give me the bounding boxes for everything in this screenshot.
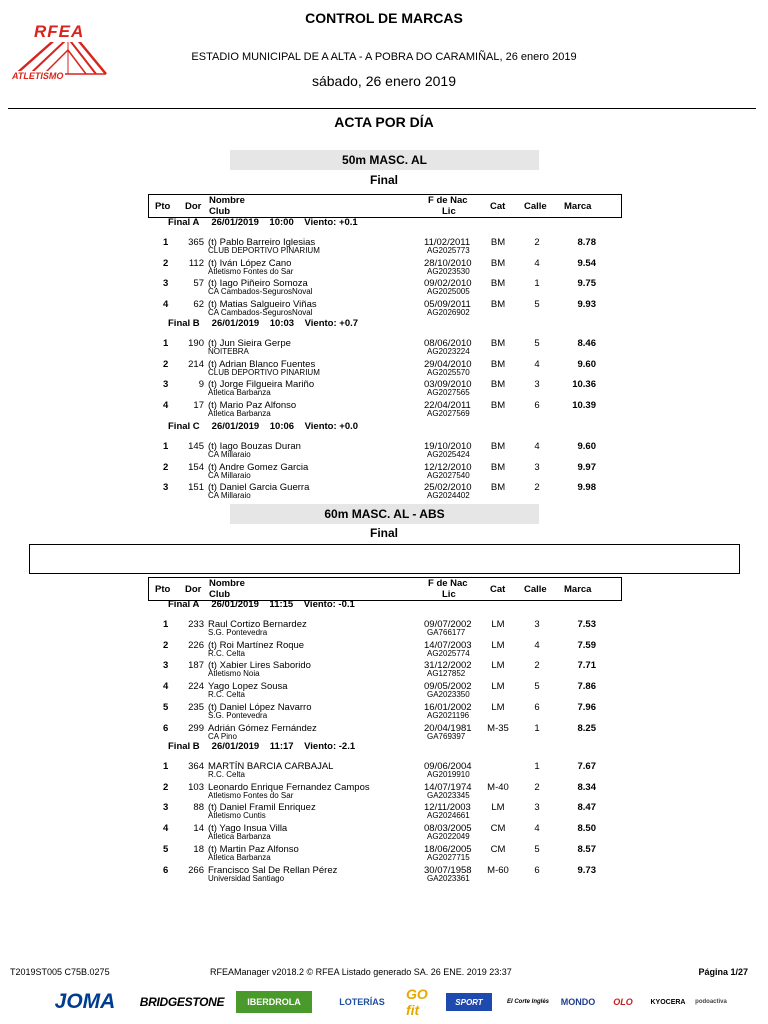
result-fnac: 08/06/2010 xyxy=(424,338,472,349)
result-lic: GA2023361 xyxy=(427,873,470,883)
heat-label: Final A xyxy=(168,217,200,228)
empty-box xyxy=(29,544,740,574)
footer-page: Página 1/27 xyxy=(698,967,748,977)
heat-header xyxy=(168,421,358,432)
result-club: Atletica Barbanza xyxy=(208,408,271,418)
result-lic: GA766177 xyxy=(427,628,466,637)
result-fnac: 31/12/2002 xyxy=(424,660,472,672)
result-lic: AG2025773 xyxy=(427,246,470,255)
result-name: (t) Martin Paz Alfonso xyxy=(208,843,299,855)
result-cat: BM xyxy=(490,298,506,310)
result-marca: 8.25 xyxy=(577,722,596,734)
result-pto: 1 xyxy=(163,441,169,452)
table-row xyxy=(0,761,768,781)
result-marca: 8.50 xyxy=(577,823,596,835)
table-row xyxy=(0,660,768,680)
rfea-logo-text: RFEA xyxy=(34,22,85,41)
result-pto: 2 xyxy=(163,781,169,793)
result-pto: 5 xyxy=(163,701,169,713)
result-dor: 112 xyxy=(188,257,204,269)
result-dor: 235 xyxy=(188,701,204,713)
result-calle: 2 xyxy=(534,660,540,672)
result-pto: 3 xyxy=(163,660,169,672)
result-pto: 1 xyxy=(163,761,169,772)
result-name: Raul Cortizo Bernardez xyxy=(208,619,307,630)
result-cat: LM xyxy=(491,701,505,713)
result-marca: 9.98 xyxy=(577,482,596,493)
heat-label: Final B xyxy=(168,741,200,752)
result-calle: 1 xyxy=(534,761,540,772)
sponsor-joma: JOMA xyxy=(54,990,116,1013)
table-row xyxy=(0,338,768,358)
result-dor: 365 xyxy=(188,237,204,248)
result-cat: BM xyxy=(490,399,506,411)
result-lic: GA2023345 xyxy=(427,790,470,800)
heat-header xyxy=(168,741,355,752)
result-club: R.C. Celta xyxy=(208,648,245,658)
result-calle: 2 xyxy=(534,482,540,493)
result-fnac: 09/07/2002 xyxy=(424,619,472,630)
result-calle: 4 xyxy=(534,639,540,651)
result-club: Universidad Santiago xyxy=(208,873,285,883)
table-row xyxy=(0,400,768,420)
heat-info: 26/01/2019 11:15 Viento: -0.1 xyxy=(211,599,355,610)
result-dor: 145 xyxy=(188,441,204,452)
sponsor-olo: OLO xyxy=(613,997,633,1007)
result-lic: AG2027715 xyxy=(427,852,470,862)
event-title: 60m MASC. AL - ABS xyxy=(230,504,539,524)
result-name: (t) Adrian Blanco Fuentes xyxy=(208,358,316,370)
table-row xyxy=(0,640,768,660)
sponsor-podoactiva: podoactiva xyxy=(695,999,727,1005)
sponsor-strip xyxy=(0,988,768,1016)
result-lic: AG2023530 xyxy=(427,266,470,276)
result-dor: 233 xyxy=(188,619,204,630)
result-dor: 214 xyxy=(188,358,204,370)
result-pto: 2 xyxy=(163,257,169,269)
sponsor-mondo: MONDO xyxy=(560,997,596,1007)
result-calle: 3 xyxy=(534,379,540,390)
result-fnac: 14/07/1974 xyxy=(424,781,472,793)
heat-header xyxy=(168,217,358,228)
result-fnac: 12/12/2010 xyxy=(424,461,472,473)
result-club: CA Millaraio xyxy=(208,470,251,480)
result-dor: 190 xyxy=(188,338,204,349)
col-nombre: Nombre xyxy=(209,578,245,589)
result-calle: 5 xyxy=(534,338,540,349)
result-pto: 1 xyxy=(163,338,169,349)
result-calle: 3 xyxy=(534,802,540,814)
result-cat: LM xyxy=(491,619,505,630)
result-fnac: 09/02/2010 xyxy=(424,278,472,289)
result-pto: 4 xyxy=(163,823,169,835)
result-marca: 7.86 xyxy=(577,681,596,693)
result-marca: 9.97 xyxy=(577,461,596,473)
result-lic: AG2025424 xyxy=(427,450,470,459)
result-dor: 266 xyxy=(188,864,204,876)
result-cat: BM xyxy=(490,461,506,473)
date-line: sábado, 26 enero 2019 xyxy=(311,73,456,89)
result-club: Atletismo Noia xyxy=(208,669,260,679)
result-fnac: 20/04/1981 xyxy=(424,722,472,734)
result-pto: 4 xyxy=(163,681,169,693)
result-fnac: 11/02/2011 xyxy=(424,237,471,248)
result-name: Yago Lopez Sousa xyxy=(208,681,288,693)
result-fnac: 29/04/2010 xyxy=(424,358,472,370)
col-calle: Calle xyxy=(524,584,547,595)
result-marca: 7.67 xyxy=(577,761,596,772)
result-marca: 8.34 xyxy=(577,781,596,793)
result-fnac: 05/09/2011 xyxy=(424,298,471,310)
result-marca: 7.71 xyxy=(577,660,596,672)
result-dor: 224 xyxy=(188,681,204,693)
result-fnac: 09/05/2002 xyxy=(424,681,472,693)
result-cat: BM xyxy=(490,358,506,370)
result-marca: 9.73 xyxy=(577,864,596,876)
footer-generated: RFEAManager v2018.2 © RFEA Listado generado SA. 26 ENE. 2019 23:37 xyxy=(210,967,512,977)
heat-label: Final B xyxy=(168,318,200,329)
result-dor: 62 xyxy=(193,298,204,310)
table-row xyxy=(0,278,768,298)
result-calle: 2 xyxy=(534,781,540,793)
result-marca: 7.96 xyxy=(577,701,596,713)
result-marca: 7.53 xyxy=(577,619,596,630)
table-row xyxy=(0,681,768,701)
col-fnac: F de Nac xyxy=(428,195,468,206)
result-marca: 8.46 xyxy=(577,338,596,349)
result-fnac: 19/10/2010 xyxy=(424,441,472,452)
result-name: (t) Matias Salgueiro Viñas xyxy=(208,298,317,310)
result-calle: 2 xyxy=(534,237,540,248)
result-marca: 10.36 xyxy=(572,379,596,390)
col-nombre: Nombre xyxy=(209,195,245,206)
col-marca: Marca xyxy=(564,201,592,212)
result-cat: M-40 xyxy=(487,781,509,793)
result-pto: 6 xyxy=(163,722,169,734)
table-row xyxy=(0,237,768,257)
result-cat: LM xyxy=(491,681,505,693)
col-marca: Marca xyxy=(564,584,592,595)
result-pto: 3 xyxy=(163,278,169,289)
result-name: (t) Iván López Cano xyxy=(208,257,292,269)
heat-info: 26/01/2019 10:00 Viento: +0.1 xyxy=(211,217,358,228)
result-dor: 88 xyxy=(193,802,204,814)
result-pto: 2 xyxy=(163,461,169,473)
sponsor-corte-ingles: El Corte Inglés xyxy=(506,999,549,1005)
result-club: CA Millaraio xyxy=(208,491,251,500)
result-pto: 3 xyxy=(163,482,169,493)
col-cat: Cat xyxy=(490,201,506,212)
sponsor-kyocera: KYOCERA xyxy=(650,998,686,1006)
result-calle: 5 xyxy=(534,843,540,855)
result-marca: 9.60 xyxy=(577,441,596,452)
result-lic: AG2025774 xyxy=(427,648,470,658)
result-calle: 4 xyxy=(534,823,540,835)
result-dor: 18 xyxy=(193,843,204,855)
result-cat: CM xyxy=(490,823,506,835)
col-pto: Pto xyxy=(155,201,171,212)
result-calle: 1 xyxy=(534,722,540,734)
table-row xyxy=(0,258,768,278)
sponsor-loterias: LOTERÍAS xyxy=(339,997,385,1007)
result-cat: CM xyxy=(490,843,506,855)
result-lic: AG2026902 xyxy=(427,307,470,317)
result-club: NOITEBRA xyxy=(208,347,249,356)
table-row xyxy=(0,823,768,843)
result-calle: 6 xyxy=(534,701,540,713)
result-dor: 103 xyxy=(188,781,204,793)
result-cat: BM xyxy=(490,257,506,269)
result-lic: GA769397 xyxy=(427,731,466,741)
result-calle: 3 xyxy=(534,461,540,473)
table-row xyxy=(0,379,768,399)
result-club: R.C. Celta xyxy=(208,690,245,700)
table-row xyxy=(0,802,768,822)
heat-header xyxy=(168,318,358,329)
result-marca: 7.59 xyxy=(577,639,596,651)
result-cat: M-35 xyxy=(487,722,509,734)
page-title: CONTROL DE MARCAS xyxy=(305,10,463,26)
result-pto: 4 xyxy=(163,298,169,310)
result-marca: 10.39 xyxy=(572,399,596,411)
result-calle: 6 xyxy=(534,399,540,411)
result-calle: 1 xyxy=(534,278,540,289)
rfea-logo-sub: ATLETISMO xyxy=(12,71,64,81)
result-pto: 3 xyxy=(163,379,169,390)
heat-label: Final C xyxy=(168,421,200,432)
result-club: Atletica Barbanza xyxy=(208,852,271,862)
table-row xyxy=(0,865,768,885)
sponsor-gofit: GO fit xyxy=(406,986,428,1018)
result-lic: AG2027540 xyxy=(427,470,470,480)
table-row xyxy=(0,844,768,864)
result-club: Atletismo Cuntis xyxy=(208,811,266,821)
result-marca: 9.60 xyxy=(577,358,596,370)
result-fnac: 08/03/2005 xyxy=(424,823,472,835)
col-lic: Lic xyxy=(442,206,456,217)
sponsor-iberdrola: IBERDROLA xyxy=(236,991,312,1013)
result-name: Adrián Gómez Fernández xyxy=(208,722,317,734)
table-row xyxy=(0,299,768,319)
result-name: (t) Mario Paz Alfonso xyxy=(208,399,297,411)
result-fnac: 09/06/2004 xyxy=(424,761,472,772)
result-fnac: 30/07/1958 xyxy=(424,864,472,876)
table-row xyxy=(0,441,768,461)
footer-code: T2019ST005 C75B.0275 xyxy=(10,967,110,977)
column-header xyxy=(148,577,622,601)
result-fnac: 03/09/2010 xyxy=(424,379,472,390)
result-calle: 5 xyxy=(534,298,540,310)
result-club: CA Cambados-SegurosNoval xyxy=(208,287,313,296)
result-calle: 4 xyxy=(534,358,540,370)
result-marca: 8.47 xyxy=(577,802,596,814)
result-pto: 2 xyxy=(163,639,169,651)
col-club: Club xyxy=(209,589,231,600)
column-header xyxy=(148,194,622,218)
col-fnac: F de Nac xyxy=(428,578,468,589)
result-fnac: 16/01/2002 xyxy=(424,701,472,713)
result-club: CLUB DEPORTIVO PINARIUM xyxy=(208,367,320,377)
result-pto: 1 xyxy=(163,619,169,630)
col-lic: Lic xyxy=(442,589,456,600)
result-club: Atletica Barbanza xyxy=(208,388,271,397)
result-club: R.C. Celta xyxy=(208,770,245,779)
result-cat: BM xyxy=(490,482,506,493)
result-lic: AG2025005 xyxy=(427,287,470,296)
heat-info: 26/01/2019 10:03 Viento: +0.7 xyxy=(211,318,359,329)
sponsor-sport: SPORT xyxy=(446,993,492,1011)
result-dor: 364 xyxy=(188,761,204,772)
result-calle: 5 xyxy=(534,681,540,693)
result-cat: BM xyxy=(490,278,506,289)
result-fnac: 28/10/2010 xyxy=(424,257,472,269)
result-marca: 9.75 xyxy=(577,278,596,289)
result-cat: LM xyxy=(491,660,505,672)
table-row xyxy=(0,482,768,502)
heat-info: 26/01/2019 10:06 Viento: +0.0 xyxy=(211,421,359,432)
result-name: (t) Iago Piñeiro Somoza xyxy=(208,278,308,289)
result-name: Leonardo Enrique Fernandez Campos xyxy=(208,781,370,793)
sponsor-bridgestone: BRIDGESTONE xyxy=(139,995,225,1009)
result-club: Atletica Barbanza xyxy=(208,832,271,842)
col-dor: Dor xyxy=(185,201,202,212)
result-lic: AG2022049 xyxy=(427,832,470,842)
result-fnac: 22/04/2011 xyxy=(424,399,471,411)
result-lic: AG2024661 xyxy=(427,811,470,821)
header-divider xyxy=(8,108,756,109)
result-club: CA Pino xyxy=(208,731,237,741)
result-cat: LM xyxy=(491,639,505,651)
heat-label: Final A xyxy=(168,599,200,610)
result-name: (t) Jun Sieira Gerpe xyxy=(208,338,291,349)
result-fnac: 12/11/2003 xyxy=(424,802,471,814)
result-name: (t) Yago Insua Villa xyxy=(208,823,288,835)
table-row xyxy=(0,723,768,743)
result-fnac: 14/07/2003 xyxy=(424,639,472,651)
result-cat: LM xyxy=(491,802,505,814)
result-dor: 17 xyxy=(193,399,204,411)
result-dor: 187 xyxy=(188,660,204,672)
result-cat: BM xyxy=(490,338,506,349)
result-calle: 4 xyxy=(534,441,540,452)
result-cat: BM xyxy=(490,441,506,452)
result-dor: 154 xyxy=(188,461,204,473)
col-cat: Cat xyxy=(490,584,506,595)
event-title: 50m MASC. AL xyxy=(230,150,539,170)
result-cat: BM xyxy=(490,379,506,390)
result-marca: 9.93 xyxy=(577,298,596,310)
result-lic: AG2027569 xyxy=(427,408,470,418)
col-pto: Pto xyxy=(155,584,171,595)
result-lic: AG2024402 xyxy=(427,491,470,500)
result-lic: AG127852 xyxy=(427,669,466,679)
table-row xyxy=(0,702,768,722)
result-cat: BM xyxy=(490,237,506,248)
result-fnac: 25/02/2010 xyxy=(424,482,472,493)
result-club: CLUB DEPORTIVO PINARIUM xyxy=(208,246,320,255)
round-title: Final xyxy=(369,526,398,540)
result-name: (t) Daniel Framil Enriquez xyxy=(208,802,316,814)
col-calle: Calle xyxy=(524,201,547,212)
result-lic: GA2023350 xyxy=(427,690,470,700)
result-dor: 226 xyxy=(188,639,204,651)
result-marca: 8.57 xyxy=(577,843,596,855)
result-pto: 4 xyxy=(163,399,169,411)
result-marca: 9.54 xyxy=(577,257,596,269)
result-lic: AG2025570 xyxy=(427,367,470,377)
result-marca: 8.78 xyxy=(577,237,596,248)
result-dor: 299 xyxy=(188,722,204,734)
col-club: Club xyxy=(209,206,231,217)
result-pto: 1 xyxy=(163,237,169,248)
result-dor: 14 xyxy=(193,823,204,835)
result-club: Atletismo Fontes do Sar xyxy=(208,266,294,276)
result-lic: AG2023224 xyxy=(427,347,470,356)
result-name: MARTÍN BARCIA CARBAJAL xyxy=(208,761,334,772)
heat-header xyxy=(168,599,355,610)
table-row xyxy=(0,619,768,639)
result-lic: AG2027565 xyxy=(427,388,470,397)
result-dor: 9 xyxy=(198,379,204,390)
result-name: Francisco Sal De Rellan Pérez xyxy=(208,864,338,876)
round-title: Final xyxy=(369,173,398,187)
result-name: (t) Pablo Barreiro Iglesias xyxy=(208,237,316,248)
result-lic: AG2019910 xyxy=(427,770,470,779)
col-dor: Dor xyxy=(185,584,202,595)
result-name: (t) Iago Bouzas Duran xyxy=(208,441,301,452)
result-name: (t) Daniel López Navarro xyxy=(208,701,312,713)
venue-line: ESTADIO MUNICIPAL DE A ALTA - A POBRA DO CARAMIÑAL, 26 enero 2019 xyxy=(191,51,577,63)
result-dor: 151 xyxy=(188,482,204,493)
result-pto: 3 xyxy=(163,802,169,814)
result-club: CA Cambados-SegurosNoval xyxy=(208,307,313,317)
result-name: (t) Jorge Filgueira Mariño xyxy=(208,379,315,390)
table-row xyxy=(0,782,768,802)
result-fnac: 18/06/2005 xyxy=(424,843,472,855)
table-row xyxy=(0,462,768,482)
result-club: Atletismo Fontes do Sar xyxy=(208,790,294,800)
result-cat: M-60 xyxy=(487,864,509,876)
result-name: (t) Daniel Garcia Guerra xyxy=(208,482,310,493)
result-calle: 4 xyxy=(534,257,540,269)
result-pto: 2 xyxy=(163,358,169,370)
result-pto: 5 xyxy=(163,843,169,855)
result-lic: AG2021196 xyxy=(427,710,470,720)
result-dor: 57 xyxy=(193,278,204,289)
result-club: CA Millaraio xyxy=(208,450,251,459)
heat-info: 26/01/2019 11:17 Viento: -2.1 xyxy=(211,741,356,752)
result-name: (t) Andre Gomez Garcia xyxy=(208,461,309,473)
result-pto: 6 xyxy=(163,864,169,876)
result-calle: 3 xyxy=(534,619,540,630)
result-club: S.G. Pontevedra xyxy=(208,710,268,720)
acta-title: ACTA POR DÍA xyxy=(334,114,434,130)
result-club: S.G. Pontevedra xyxy=(208,628,268,637)
table-row xyxy=(0,359,768,379)
result-name: (t) Roi Martínez Roque xyxy=(208,639,305,651)
result-name: (t) Xabier Lires Saborido xyxy=(208,660,311,672)
result-calle: 6 xyxy=(534,864,540,876)
